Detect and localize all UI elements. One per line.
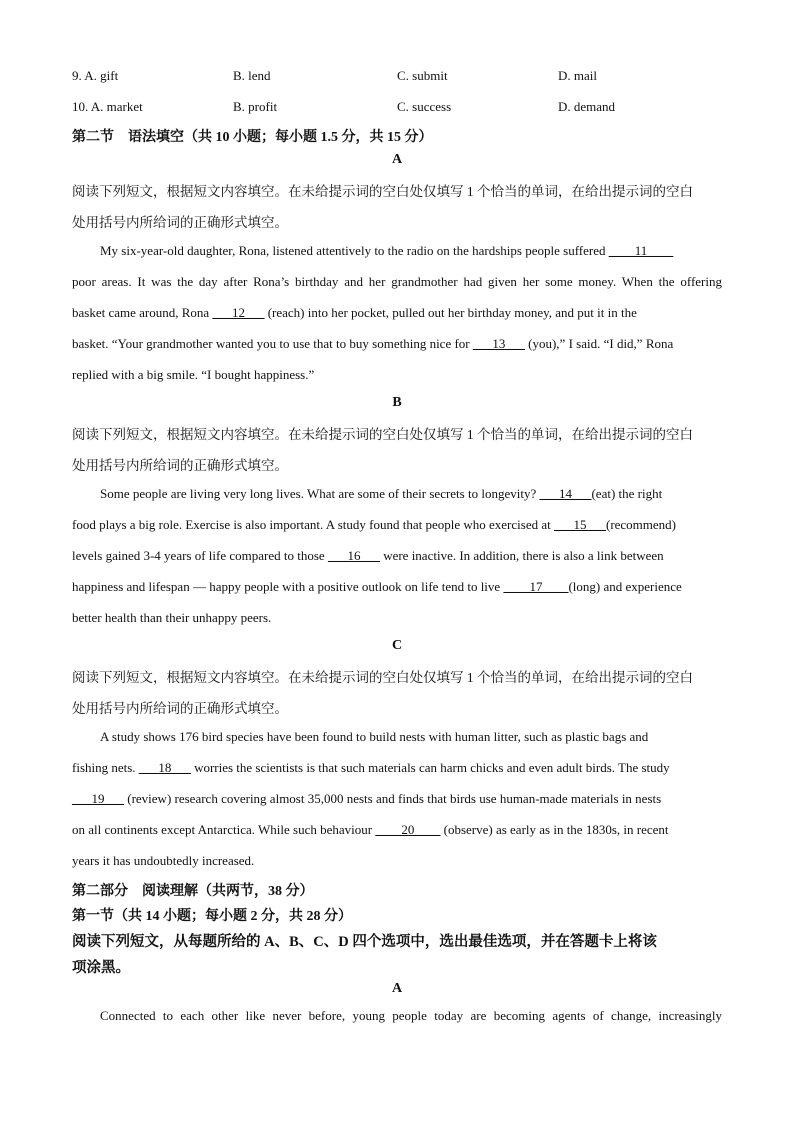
passage-b-text: were inactive. In addition, there is also a link between (379, 548, 664, 563)
passage-a-letter: A (391, 152, 403, 167)
section-2-header: 第二节 语法填空（共 10 小题；每小题 1.5 分，共 15 分） (72, 130, 433, 145)
passage-b-text: food plays a big role. Exercise is also important. A study found that people who exercised at (72, 517, 554, 532)
passage-a-text: (you),” I said. “I did,” Rona (524, 336, 674, 351)
q10-option-b: B. profit (233, 99, 278, 114)
passage-b-text: (eat) the right (591, 486, 663, 501)
passage-b-text: happiness and lifespan — happy people with a positive outlook on life tend to live (72, 579, 504, 594)
blank-14: ___14___ (539, 486, 592, 501)
q10-option-d: D. demand (558, 99, 616, 114)
passage-a-line2: poor areas. It was the day after Rona’s birthday and her grandmother had given her some money. When the offering (72, 274, 722, 289)
passage-c-line2 (72, 760, 722, 776)
q9-option-d: D. mail (558, 68, 597, 83)
passage-a-text: My six-year-old daughter, Rona, listened attentively to the radio on the hardships people suffered (100, 243, 609, 258)
passage-a-line3 (72, 305, 722, 321)
question-9-options (72, 68, 732, 86)
reading-a-line1: Connected to each other like never before, young people today are becoming agents of change, increasingly (100, 1008, 722, 1023)
passage-c-line5: years it has undoubtedly increased. (72, 853, 255, 868)
blank-17: ____17____ (503, 579, 569, 594)
passage-a-text: (reach) into her pocket, pulled out her birthday money, and put it in the (264, 305, 637, 320)
passage-a-line1 (100, 243, 722, 259)
passage-c-text: fishing nets. (72, 760, 139, 775)
passage-b-line2 (72, 517, 722, 533)
passage-b-instruction-line2: 处用括号内所给词的正确形式填空。 (72, 458, 288, 473)
reading-a-letter: A (391, 981, 403, 996)
passage-a-line4 (72, 336, 722, 352)
part-2-section-1-header: 第一节（共 14 小题；每小题 2 分，共 28 分） (72, 909, 352, 924)
blank-20: ____20____ (375, 822, 441, 837)
passage-a-instruction-line2: 处用括号内所给词的正确形式填空。 (72, 215, 288, 230)
q9-option-c: C. submit (397, 68, 448, 83)
passage-c-text: worries the scientists is that such materials can harm chicks and even adult birds. The study (190, 760, 670, 775)
passage-b-text: (recommend) (605, 517, 677, 532)
passage-b-text: levels gained 3-4 years of life compared to those (72, 548, 328, 563)
passage-a-text: basket came around, Rona (72, 305, 213, 320)
passage-c-text: (review) research covering almost 35,000 nests and finds that birds use human-made materials in nests (124, 791, 662, 806)
passage-c-instruction-line2: 处用括号内所给词的正确形式填空。 (72, 701, 288, 716)
question-10-options (72, 99, 732, 117)
passage-a-line5: replied with a big smile. “I bought happiness.” (72, 367, 315, 382)
part-2-instruction-line1: 阅读下列短文，从每题所给的 A、B、C、D 四个选项中，选出最佳选项，并在答题卡上将该 (72, 934, 657, 950)
passage-b-line4 (72, 579, 722, 595)
passage-b-text: Some people are living very long lives. What are some of their secrets to longevity? (100, 486, 540, 501)
passage-a-instruction-line1: 阅读下列短文，根据短文内容填空。在未给提示词的空白处仅填写 1 个恰当的单词，在给出提示词的空白 (72, 184, 693, 199)
part-2-header: 第二部分 阅读理解（共两节，38 分） (72, 884, 314, 899)
passage-c-line1: A study shows 176 bird species have been found to build nests with human litter, such as plastic bags and (100, 729, 649, 744)
blank-18: ___18___ (138, 760, 191, 775)
passage-b-letter: B (392, 395, 402, 410)
q9-option-a: 9. A. gift (72, 68, 119, 83)
passage-b-line3 (72, 548, 722, 564)
passage-b-text: (long) and experience (568, 579, 682, 594)
passage-c-text: on all continents except Antarctica. While such behaviour (72, 822, 376, 837)
part-2-instruction-line2: 项涂黑。 (72, 960, 130, 976)
passage-b-instruction-line1: 阅读下列短文，根据短文内容填空。在未给提示词的空白处仅填写 1 个恰当的单词，在给出提示词的空白 (72, 427, 693, 442)
passage-c-letter: C (391, 638, 403, 653)
passage-a-text: basket. “Your grandmother wanted you to use that to buy something nice for (72, 336, 473, 351)
blank-19: ___19___ (72, 791, 124, 806)
passage-c-text: (observe) as early as in the 1830s, in recent (440, 822, 669, 837)
blank-16: ___16___ (327, 548, 380, 563)
blank-11: ____11____ (608, 243, 674, 258)
passage-b-line5: better health than their unhappy peers. (72, 610, 272, 625)
q10-option-c: C. success (397, 99, 452, 114)
q9-option-b: B. lend (233, 68, 271, 83)
passage-c-line3 (72, 791, 722, 807)
q10-option-a: 10. A. market (72, 99, 143, 114)
blank-12: ___12___ (212, 305, 265, 320)
passage-c-instruction-line1: 阅读下列短文，根据短文内容填空。在未给提示词的空白处仅填写 1 个恰当的单词，在给出提示词的空白 (72, 670, 693, 685)
passage-c-line4 (72, 822, 722, 838)
blank-15: ___15___ (553, 517, 606, 532)
passage-b-line1 (100, 486, 722, 502)
blank-13: ___13___ (472, 336, 525, 351)
